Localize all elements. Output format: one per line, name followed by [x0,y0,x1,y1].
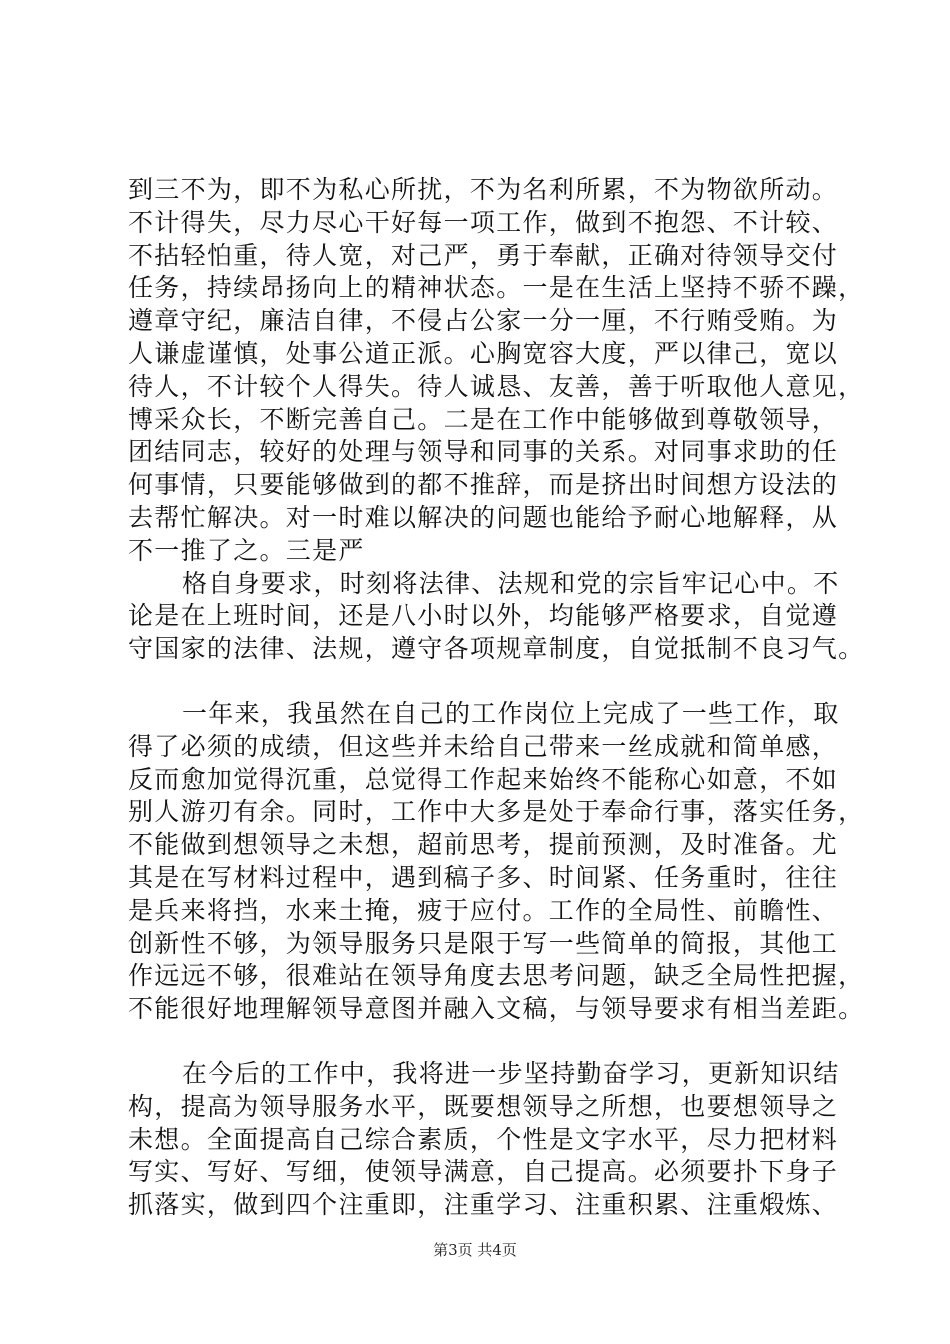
text-line: 去帮忙解决。对一时难以解决的问题也能给予耐心地解释，从 [128,502,839,532]
text-line: 待人，不计较个人得失。待人诚恳、友善，善于听取他人意见， [128,371,865,401]
text-line: 到三不为，即不为私心所扰，不为名利所累，不为物欲所动。 [128,175,839,204]
text-line: 人谦虚谨慎，处事公道正派。心胸宽容大度，严以律己，宽以 [128,338,839,368]
page-number: 第3页 共4页 [433,1241,517,1259]
text-line: 格自身要求，时刻将法律、法规和党的宗旨牢记心中。不 [182,568,840,598]
text-line: 得了必须的成绩，但这些并未给自己带来一丝成就和简单感， [128,731,839,761]
text-line: 抓落实，做到四个注重即，注重学习、注重积累、注重煅炼、 [128,1190,839,1220]
text-line: 其是在写材料过程中，遇到稿子多、时间紧、任务重时，往往 [128,862,839,892]
paragraph-gap [128,1026,848,1058]
text-line: 何事情，只要能够做到的都不推辞，而是挤出时间想方设法的 [128,470,839,500]
text-line: 别人游刃有余。同时，工作中大多是处于奉命行事，落实任务， [128,797,865,827]
text-line: 不拈轻怕重，待人宽，对己严，勇于奉献，正确对待领导交付 [128,240,839,270]
text-line: 任务，持续昂扬向上的精神状态。一是在生活上坚持不骄不躁， [128,273,865,303]
paragraph-gap [128,666,848,698]
text-line: 不一推了之。三是严 [128,535,365,565]
text-line: 不能做到想领导之未想，超前思考，提前预测，及时准备。尤 [128,830,839,860]
paragraph [128,174,865,568]
text-line: 在今后的工作中，我将进一步坚持勤奋学习，更新知识结 [182,1058,840,1088]
paragraph [128,568,865,666]
text-line: 不计得失，尽力尽心干好每一项工作，做到不抱怨、不计较、 [128,207,839,237]
document-body [128,174,865,1222]
text-line: 是兵来将挡，水来土掩，疲于应付。工作的全局性、前瞻性、 [128,895,839,925]
text-line: 遵章守纪，廉洁自律，不侵占公家一分一厘，不行贿受贿。为 [128,306,839,336]
text-line: 未想。全面提高自己综合素质，个性是文字水平，尽力把材料 [128,1124,839,1154]
paragraph [128,1058,848,1222]
text-line: 反而愈加觉得沉重，总觉得工作起来始终不能称心如意，不如 [128,764,839,794]
text-line: 写实、写好、写细，使领导满意，自己提高。必须要扑下身子 [128,1157,839,1187]
paragraph [128,698,865,1026]
text-line: 创新性不够，为领导服务只是限于写一些简单的简报，其他工 [128,928,839,958]
text-line: 博采众长，不断完善自己。二是在工作中能够做到尊敬领导， [128,404,839,434]
text-line: 守国家的法律、法规，遵守各项规章制度，自觉抵制不良习气。 [128,634,865,664]
page-footer [0,1240,950,1260]
text-line: 不能很好地理解领导意图并融入文稿，与领导要求有相当差距。 [128,994,865,1024]
text-line: 论是在上班时间，还是八小时以外，均能够严格要求，自觉遵 [128,601,839,631]
text-line: 构，提高为领导服务水平，既要想领导之所想，也要想领导之 [128,1091,839,1121]
text-line: 作远远不够，很难站在领导角度去思考问题，缺乏全局性把握， [128,961,865,991]
text-line: 一年来，我虽然在自己的工作岗位上完成了一些工作，取 [182,698,840,728]
text-line: 团结同志，较好的处理与领导和同事的关系。对同事求助的任 [128,437,839,467]
